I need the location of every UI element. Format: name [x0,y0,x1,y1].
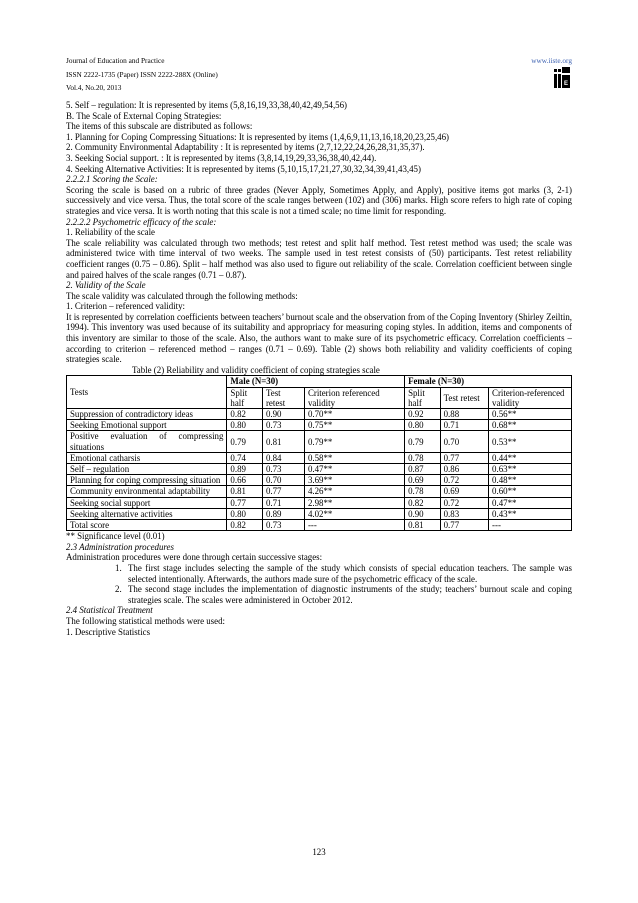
subheader-cell: Split half [405,387,441,408]
value-cell: 0.86 [440,464,488,475]
value-cell: 0.79** [304,431,404,452]
value-cell: 0.70 [262,475,304,486]
subheader-cell: Test retest [262,387,304,408]
value-cell: 0.69 [405,475,441,486]
value-cell: 0.78 [405,452,441,463]
value-cell: 0.53** [489,431,572,452]
value-cell: 0.89 [262,508,304,519]
female-header: Female (N=30) [405,376,572,387]
paragraph: 3. Seeking Social support. : It is represented by items (3,8,14,19,29,33,36,38,40,42,44). [66,152,377,163]
value-cell: 0.74 [227,452,263,463]
value-cell: 0.87 [405,464,441,475]
section-heading: 2.2.2.1 Scoring the Scale: [66,174,158,185]
value-cell: 0.72 [440,497,488,508]
paragraph: Scoring the scale is based on a rubric of three grades (Never Apply, Sometimes Apply, and Apply), positive items got marks (3, 2-1) successively and vice versa. Thus, the total score of the scale ranges between (102) and (306) marks. High score refers to high rate of coping strategies and vice versa. It is worth noting that this scale is not a timed scale; no time limit for responding. [66,184,572,216]
value-cell: 0.92 [405,409,441,420]
value-cell: 0.77 [440,520,488,531]
value-cell: 0.88 [440,409,488,420]
value-cell: 3.69** [304,475,404,486]
test-name-cell: Self – regulation [67,464,227,475]
paragraph: The items of this subscale are distributed as follows: [66,121,253,132]
paragraph: The scale validity was calculated through the following methods: [66,290,298,301]
value-cell: 0.82 [227,520,263,531]
value-cell: 0.77 [440,452,488,463]
test-name-cell: Seeking social support [67,497,227,508]
page-number: 123 [312,847,326,857]
table-row [67,486,572,497]
reliability-validity-table [66,375,572,531]
section-heading: 2.2.2.2 Psychometric efficacy of the scale: [66,216,217,227]
value-cell: 0.82 [227,409,263,420]
value-cell: 0.90 [262,409,304,420]
value-cell: 0.73 [262,520,304,531]
value-cell: 0.56** [489,409,572,420]
table-row [67,420,572,431]
table-row [67,520,572,531]
value-cell: 0.71 [440,420,488,431]
value-cell: 2.98** [304,497,404,508]
value-cell: --- [489,520,572,531]
value-cell: 0.81 [405,520,441,531]
value-cell: 0.47** [304,464,404,475]
paragraph: The scale reliability was calculated through two methods; test retest and split half method. Test retest method was used; the scale was administered twice with time interval of two weeks. The sample used in test retest consists of (50) participants. Test retest reliability coefficient ranges (0.75 – 0.86). Split – half method was also used to figure out reliability of the scale. Correlation coefficient between single and paired halves of the scale ranges (0.71 – 0.87). [66,237,572,280]
value-cell: --- [304,520,404,531]
paragraph: Administration procedures were done through certain successive stages: [66,552,323,563]
male-header: Male (N=30) [227,376,405,387]
value-cell: 0.58** [304,452,404,463]
value-cell: 0.80 [227,508,263,519]
page-header [66,54,572,95]
table-row [67,464,572,475]
value-cell: 0.72 [440,475,488,486]
issn: ISSN 2222-1735 (Paper) ISSN 2222-288X (Online) [66,69,218,79]
value-cell: 0.89 [227,464,263,475]
subheader-cell: Split half [227,387,263,408]
paragraph: 1. Planning for Coping Compressing Situations: It is represented by items (1,4,6,9,11,13,16,18,20,23,25,46) [66,131,449,142]
value-cell: 0.84 [262,452,304,463]
paragraph: It is represented by correlation coefficients between teachers’ burnout scale and the observation from of the Coping Inventory (Shirley Zeiltin, 1994). This inventory was used because of its suitability and appropriacy for measuring coping styles. In addition, items and components of this inventory are similar to those of the scale. Also, the authors want to make sure of its psychometric efficacy. Correlation coefficients – according to criterion – referenced method – ranges (0.71 – 0.69). Table (2) shows both reliability and validity coefficients of coping strategies scale. [66,311,572,365]
table-row [67,452,572,463]
admin-stages-list [66,563,572,605]
value-cell: 0.70 [440,431,488,452]
value-cell: 0.79 [405,431,441,452]
subheader-cell: Test retest [440,387,488,408]
value-cell: 0.73 [262,420,304,431]
value-cell: 0.47** [489,497,572,508]
value-cell: 0.82 [405,497,441,508]
test-name-cell: Emotional catharsis [67,452,227,463]
test-name-cell: Planning for coping compressing situation [67,475,227,486]
value-cell: 0.69 [440,486,488,497]
volume: Vol.4, No.20, 2013 [66,83,122,93]
journal-name: Journal of Education and Practice [66,56,165,65]
value-cell: 0.78 [405,486,441,497]
table-row [67,497,572,508]
paragraph: 1. Criterion – referenced validity: [66,301,186,312]
value-cell: 0.73 [262,464,304,475]
test-name-cell: Community environmental adaptability [67,486,227,497]
paragraph: The following statistical methods were used: [66,616,225,627]
subheader-cell: Criterion-referenced validity [489,387,572,408]
value-cell: 0.83 [440,508,488,519]
value-cell: 0.75** [304,420,404,431]
value-cell: 0.63** [489,464,572,475]
test-name-cell: Seeking Emotional support [67,420,227,431]
journal-url-link[interactable]: www.iiste.org [531,56,572,65]
subheader-cell: Criterion referenced validity [304,387,404,408]
value-cell: 0.79 [227,431,263,452]
subsection-heading: 1. Reliability of the scale [66,227,155,238]
paragraph: B. The Scale of External Coping Strategies: [66,110,222,121]
value-cell: 4.26** [304,486,404,497]
value-cell: 0.66 [227,475,263,486]
value-cell: 0.60** [489,486,572,497]
value-cell: 0.43** [489,508,572,519]
value-cell: 0.77 [227,497,263,508]
value-cell: 0.80 [227,420,263,431]
value-cell: 0.81 [227,486,263,497]
test-name-cell: Total score [67,520,227,531]
table-header-row [67,376,572,387]
test-name-cell: Suppression of contradictory ideas [67,409,227,420]
value-cell: 0.77 [262,486,304,497]
test-name-cell: Seeking alternative activities [67,508,227,519]
table-row [67,409,572,420]
value-cell: 0.44** [489,452,572,463]
table-caption: Table (2) Reliability and validity coefficient of coping strategies scale [132,364,380,375]
iiste-logo [552,66,572,90]
table-footnote: ** Significance level (0.01) [66,531,165,542]
value-cell: 0.81 [262,431,304,452]
list-item: 1. The first stage includes selecting the sample of the study which consists of special education teachers. The sample was selected intentionally. Afterwards, the authors made sure of the psychometric efficacy of the scale. [115,563,572,584]
value-cell: 0.48** [489,475,572,486]
paragraph: 4. Seeking Alternative Activities: It is represented by items (5,10,15,17,21,27,30,32,34,39,41,43,45) [66,163,421,174]
subsection-heading: 2. Validity of the Scale [66,280,146,291]
list-item: 2. The second stage includes the implementation of diagnostic instruments of the study; teachers’ burnout scale and coping strategies scale. The scales were administered in October 2012. [115,584,572,605]
value-cell: 0.90 [405,508,441,519]
paragraph: 1. Descriptive Statistics [66,626,151,637]
value-cell: 0.70** [304,409,404,420]
main-content [66,100,572,637]
tests-header: Tests [67,376,227,409]
table-row [67,508,572,519]
table-row [67,475,572,486]
value-cell: 0.71 [262,497,304,508]
test-name-cell: Positive evaluation of compressing situations [67,431,227,452]
section-heading: 2.4 Statistical Treatment [66,605,153,616]
svg-text:E: E [563,81,569,87]
paragraph: 5. Self – regulation: It is represented by items (5,8,16,19,33,38,40,42,49,54,56) [66,100,347,110]
value-cell: 0.80 [405,420,441,431]
table-row [67,431,572,452]
value-cell: 0.68** [489,420,572,431]
value-cell: 4.02** [304,508,404,519]
section-heading: 2.3 Administration procedures [66,541,174,552]
paragraph: 2. Community Environmental Adaptability : It is represented by items (2,7,12,22,24,26,28,31,35,37). [66,142,425,153]
